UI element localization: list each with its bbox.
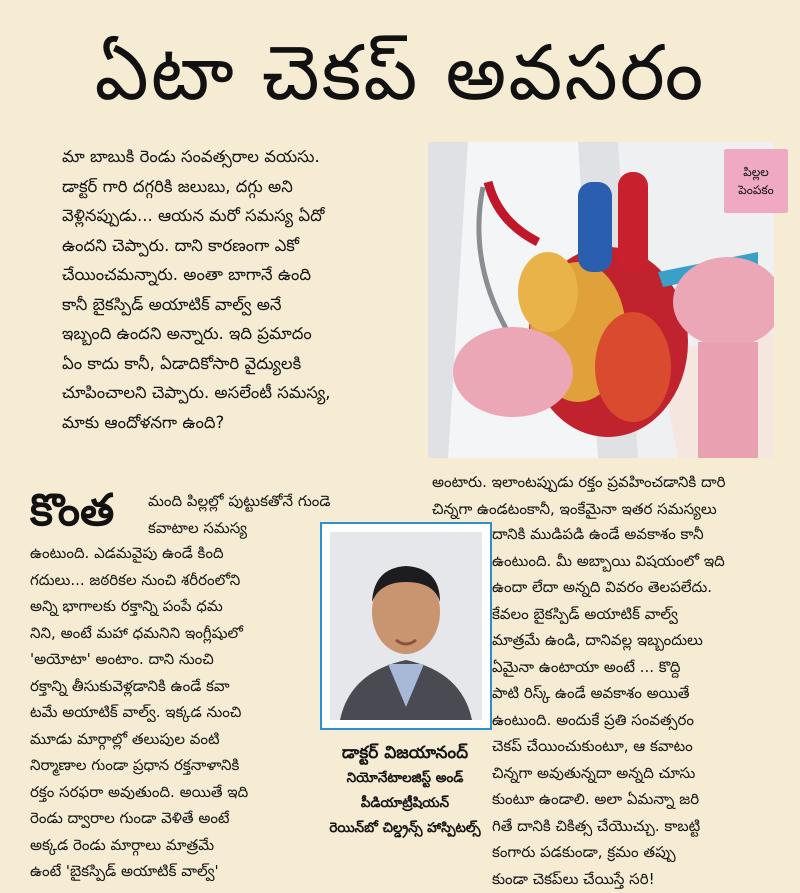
answer-line: మూడు మార్గాల్లో తలుపుల వంటి xyxy=(30,729,220,748)
question-line: వెళ్లినప్పుడు... ఆయన మరో సమస్య ఏదో xyxy=(62,206,325,225)
answer-line: చిన్నగా అవుతున్నదా అన్నది చూసు xyxy=(492,763,696,782)
question-line: కానీ బైకస్పిడ్ అయాటిక్ వాల్వ్ అనే xyxy=(62,294,282,314)
question-line: మాకు ఆందోళనగా ఉంది? xyxy=(62,412,225,432)
answer-line: చిన్నగా ఉండటంకానీ, ఇంకేమైనా ఇతర సమస్యలు xyxy=(432,499,717,518)
answer-line: అక్కడ రెండు మార్గాలు మాత్రమే xyxy=(30,835,215,854)
answer-line: రక్తాన్ని తీసుకువెళ్లడానికి ఉండే కవా xyxy=(30,676,230,695)
answer-line: ఉందా లేదా అన్నది వివరం తెలపలేదు. xyxy=(492,578,713,596)
question-line: మా బాబుకి రెండు సంవత్సరాల వయసు. xyxy=(62,147,320,166)
answer-line: నిర్మాణాల గుండా ప్రధాన రక్తనాళానికి xyxy=(30,756,240,774)
answer-line: దానికి ముడిపడి ఉండే అవకాశం కానీ xyxy=(492,525,704,543)
answer-column-2 xyxy=(492,521,725,892)
answer-line: మంది పిల్లల్లో పుట్టుకతోనే గుండె xyxy=(148,492,331,510)
question-line: ఏం కాదు కానీ, ఏడాదికోసారి వైద్యులకి xyxy=(62,353,302,373)
question-line: ఇబ్బంది ఉందని అన్నారు. ఇది ప్రమాదం xyxy=(62,324,312,343)
badge-line: పెంపకం xyxy=(738,183,774,197)
answer-line: రెండు ద్వారాల గుండా వెళితే అంటే xyxy=(30,809,230,827)
heart-model-photo xyxy=(428,142,774,458)
answer-line: ఉంటుంది. అందుకే ప్రతి సంవత్సరం xyxy=(492,710,694,729)
answer-line: పాటి రిస్క్ ఉండే అవకాశం అయితే xyxy=(492,684,690,702)
answer-line: గదులు... జఠరికల నుంచి శరీరంలోని xyxy=(30,570,241,589)
answer-line: కంగారు పడకుండా, క్రమం తప్పు xyxy=(492,843,676,861)
answer-line: 'అయోటా' అంటాం. దాని నుంచి xyxy=(30,650,214,668)
author-avatar xyxy=(330,532,482,720)
answer-line: అన్ని భాగాలకు రక్తాన్ని పంపే ధమ xyxy=(30,597,223,615)
author-name: డాక్టర్ విజయానంద్ xyxy=(341,743,469,763)
answer-line: ఉంటే 'బైకస్పిడ్ అయాటిక్ వాల్వ్' xyxy=(30,862,219,880)
answer-column-2-top xyxy=(432,469,726,522)
question-text xyxy=(62,142,331,437)
author-portrait xyxy=(320,522,492,730)
headline: ఏటా చెకప్ అవసరం xyxy=(94,28,706,117)
author-byline xyxy=(310,740,500,841)
answer-line: ఉంటుంది. మీ అబ్బాయి విషయంలో ఇది xyxy=(492,551,725,570)
answer-line: కుంటూ ఉండాలి. అలా ఏమన్నా జరి xyxy=(492,790,700,808)
question-line: చూపించాలని చెప్పారు. అసలేంటీ సమస్య, xyxy=(62,383,331,402)
answer-line: నిని, అంటే మహా ధమనిని ఇంగ్లీషులో xyxy=(30,623,243,642)
question-line: ఉందని చెప్పారు. దాని కారణంగా ఎకో xyxy=(62,235,300,255)
answer-line: ఏమైనా ఉంటాయా అంటే ... కొద్ది xyxy=(492,657,681,676)
heart-illustration xyxy=(428,142,774,458)
answer-line: గితే దానికి చికిత్స చేయొచ్చు. కాబట్టి xyxy=(492,816,701,835)
answer-line: కుండా చెకప్‌లు చేయిస్తే సరి! xyxy=(492,869,655,888)
drop-cap: కొంత xyxy=(30,485,115,536)
author-title: నియోనేటాలజిస్ట్ అండ్ xyxy=(346,770,464,786)
answer-line: మాత్రమే ఉండి, దానివల్ల ఇబ్బందులు xyxy=(492,631,703,649)
question-line: డాక్టర్ గారి దగ్గరికి జలుబు, దగ్గు అని xyxy=(62,176,293,196)
answer-line: అంటారు. ఇలాంటప్పుడు రక్తం ప్రవహించడానికి దారి xyxy=(432,473,726,491)
category-badge xyxy=(724,149,788,213)
answer-intro xyxy=(148,488,331,541)
answer-line: కవాటాల సమస్య xyxy=(148,518,247,537)
question-line: చేయించమన్నారు. అంతా బాగానే ఉంది xyxy=(62,265,312,284)
answer-line: టమే అయాటిక్ వాల్వ్. ఇక్కడ నుంచి xyxy=(30,703,242,721)
answer-column-1 xyxy=(30,540,248,885)
answer-line: ఉంటుంది. ఎడమవైపు ఉండే కింది xyxy=(30,544,224,562)
author-title: పీడియాట్రీషియన్ xyxy=(360,795,450,811)
answer-line: రక్తం సరఫరా అవుతుంది. అయితే ఇది xyxy=(30,782,249,801)
answer-line: కేవలం బైకస్పిడ్ అయాటిక్ వాల్వ్ xyxy=(492,604,678,623)
answer-line: చెకప్ చేయించుకుంటూ, ఆ కవాటం xyxy=(492,737,693,755)
author-hospital: రెయిన్‌బో చిల్డ్రన్స్ హాస్పిటల్స్ xyxy=(329,820,481,836)
badge-line: పిల్లల xyxy=(743,165,769,179)
